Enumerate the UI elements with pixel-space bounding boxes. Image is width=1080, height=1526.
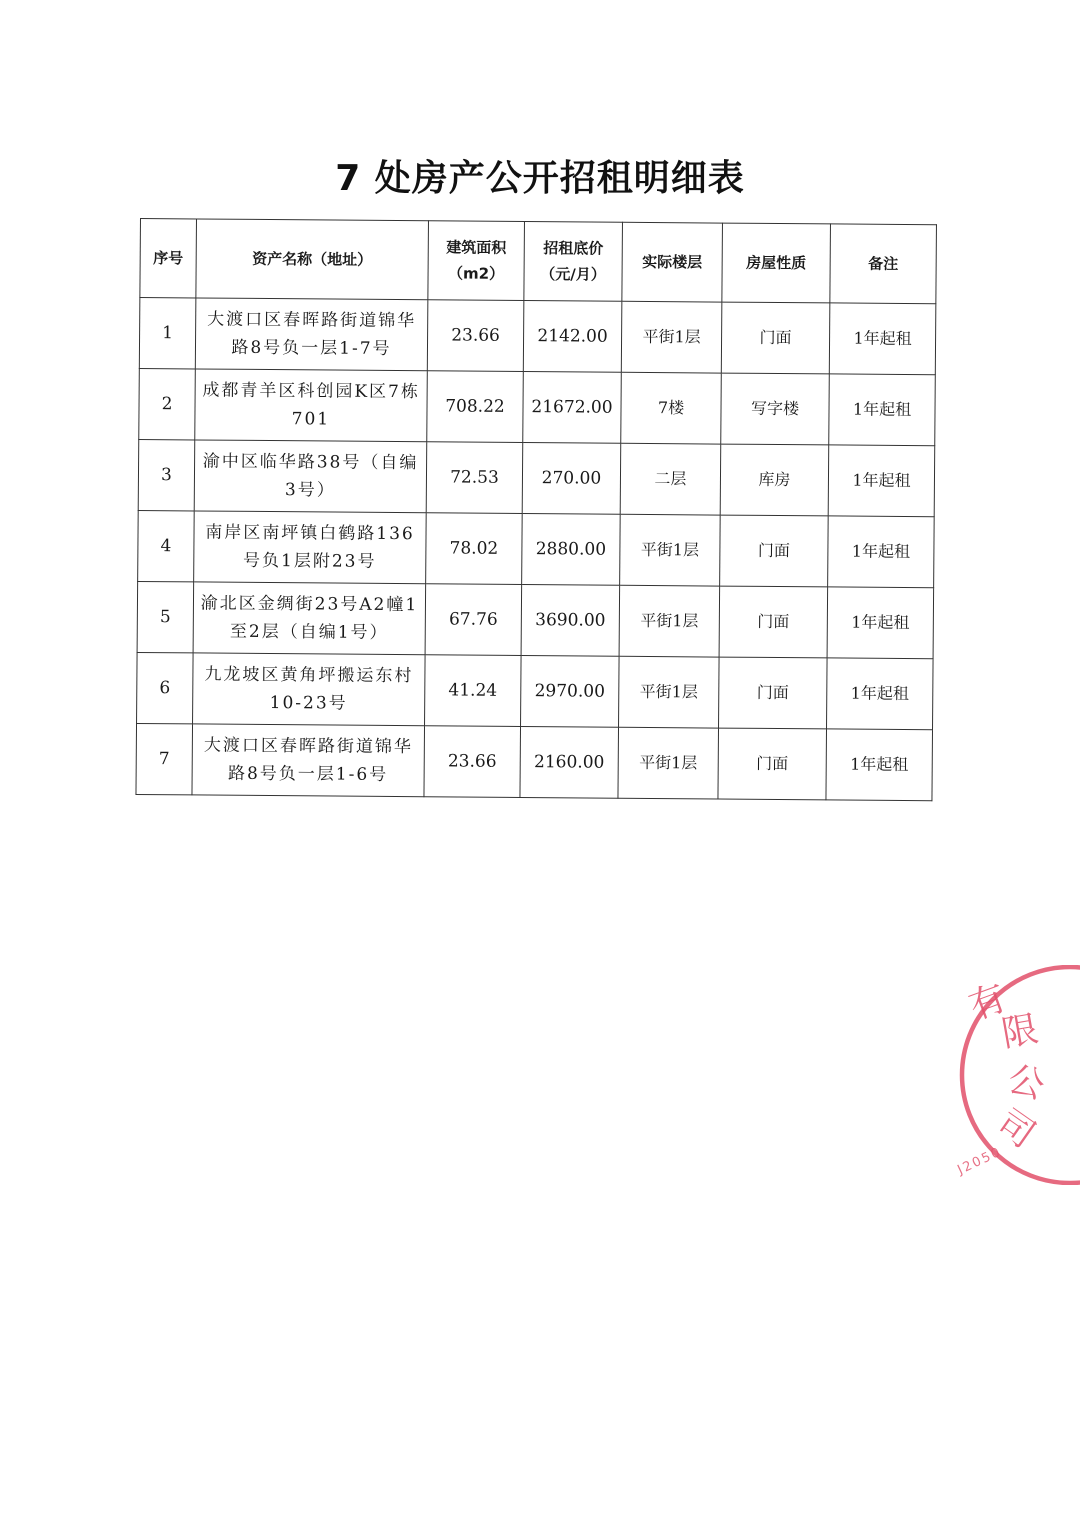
cell-floor: 平街1层 bbox=[621, 301, 722, 373]
cell-area: 78.02 bbox=[426, 513, 523, 585]
header-name: 资产名称（地址） bbox=[196, 219, 429, 300]
seal-char: 公 bbox=[1003, 1058, 1049, 1108]
cell-index: 1 bbox=[139, 298, 196, 369]
header-index: 序号 bbox=[140, 219, 197, 298]
table-row bbox=[138, 510, 935, 587]
cell-note: 1年起租 bbox=[828, 516, 935, 588]
rental-table-container bbox=[135, 218, 936, 801]
cell-floor: 平街1层 bbox=[619, 585, 720, 657]
cell-index: 5 bbox=[137, 581, 194, 652]
cell-area: 67.76 bbox=[425, 584, 522, 656]
cell-type: 库房 bbox=[720, 444, 829, 516]
cell-name: 渝北区金绸街23号A2幢1至2层（自编1号） bbox=[193, 582, 426, 655]
cell-note: 1年起租 bbox=[827, 658, 934, 730]
cell-price: 2142.00 bbox=[523, 301, 622, 373]
table-row bbox=[139, 368, 936, 445]
page-title: 7 处房产公开招租明细表 bbox=[335, 158, 745, 199]
table-header-row bbox=[140, 219, 937, 304]
cell-type: 门面 bbox=[721, 302, 830, 374]
cell-name: 渝中区临华路38号（自编3号） bbox=[194, 440, 427, 513]
cell-index: 2 bbox=[139, 368, 196, 439]
cell-floor: 平街1层 bbox=[620, 514, 721, 586]
cell-price: 2160.00 bbox=[520, 727, 619, 799]
cell-index: 4 bbox=[138, 510, 195, 581]
seal-char: 限 bbox=[998, 1008, 1042, 1056]
cell-note: 1年起租 bbox=[829, 303, 936, 375]
company-seal-stamp bbox=[950, 965, 1080, 1185]
header-note: 备注 bbox=[830, 224, 937, 304]
table-row bbox=[137, 581, 934, 658]
cell-note: 1年起租 bbox=[827, 587, 934, 659]
cell-price: 270.00 bbox=[522, 443, 621, 515]
table-row bbox=[138, 439, 935, 516]
table-row bbox=[136, 723, 933, 800]
cell-floor: 7楼 bbox=[621, 372, 722, 444]
cell-price: 2970.00 bbox=[521, 656, 620, 728]
cell-area: 23.66 bbox=[427, 300, 524, 372]
cell-area: 708.22 bbox=[427, 371, 524, 443]
cell-area: 41.24 bbox=[425, 655, 522, 727]
table-row bbox=[137, 652, 934, 729]
cell-area: 72.53 bbox=[426, 442, 523, 514]
cell-name: 九龙坡区黄角坪搬运东村10-23号 bbox=[193, 653, 426, 726]
cell-type: 写字楼 bbox=[721, 373, 830, 445]
cell-floor: 二层 bbox=[620, 443, 721, 515]
cell-floor: 平街1层 bbox=[618, 727, 719, 799]
cell-price: 3690.00 bbox=[521, 585, 620, 657]
cell-type: 门面 bbox=[719, 586, 828, 658]
cell-note: 1年起租 bbox=[829, 374, 936, 446]
cell-type: 门面 bbox=[718, 728, 827, 800]
cell-index: 6 bbox=[137, 652, 194, 723]
cell-name: 大渡口区春晖路街道锦华路8号负一层1-6号 bbox=[192, 724, 425, 797]
cell-name: 南岸区南坪镇白鹤路136号负1层附23号 bbox=[194, 511, 427, 584]
header-area: 建筑面积（m2） bbox=[428, 221, 525, 301]
cell-price: 2880.00 bbox=[522, 514, 621, 586]
table-row bbox=[139, 298, 936, 375]
cell-name: 大渡口区春晖路街道锦华路8号负一层1-7号 bbox=[195, 298, 428, 371]
cell-type: 门面 bbox=[720, 515, 829, 587]
cell-name: 成都青羊区科创园K区7栋 701 bbox=[195, 369, 428, 442]
seal-char: 有 bbox=[963, 977, 1012, 1029]
seal-char: 司 bbox=[989, 1102, 1043, 1157]
cell-price: 21672.00 bbox=[523, 372, 622, 444]
header-type: 房屋性质 bbox=[722, 223, 831, 303]
cell-note: 1年起租 bbox=[826, 729, 933, 801]
cell-area: 23.66 bbox=[424, 726, 521, 798]
rental-table bbox=[135, 218, 937, 801]
cell-note: 1年起租 bbox=[828, 445, 935, 517]
seal-code: J2050 bbox=[955, 1144, 1005, 1178]
cell-type: 门面 bbox=[719, 657, 828, 729]
cell-index: 7 bbox=[136, 723, 193, 794]
cell-index: 3 bbox=[138, 439, 195, 510]
header-floor: 实际楼层 bbox=[622, 222, 723, 302]
cell-floor: 平街1层 bbox=[619, 656, 720, 728]
header-price: 招租底价（元/月） bbox=[524, 222, 623, 302]
